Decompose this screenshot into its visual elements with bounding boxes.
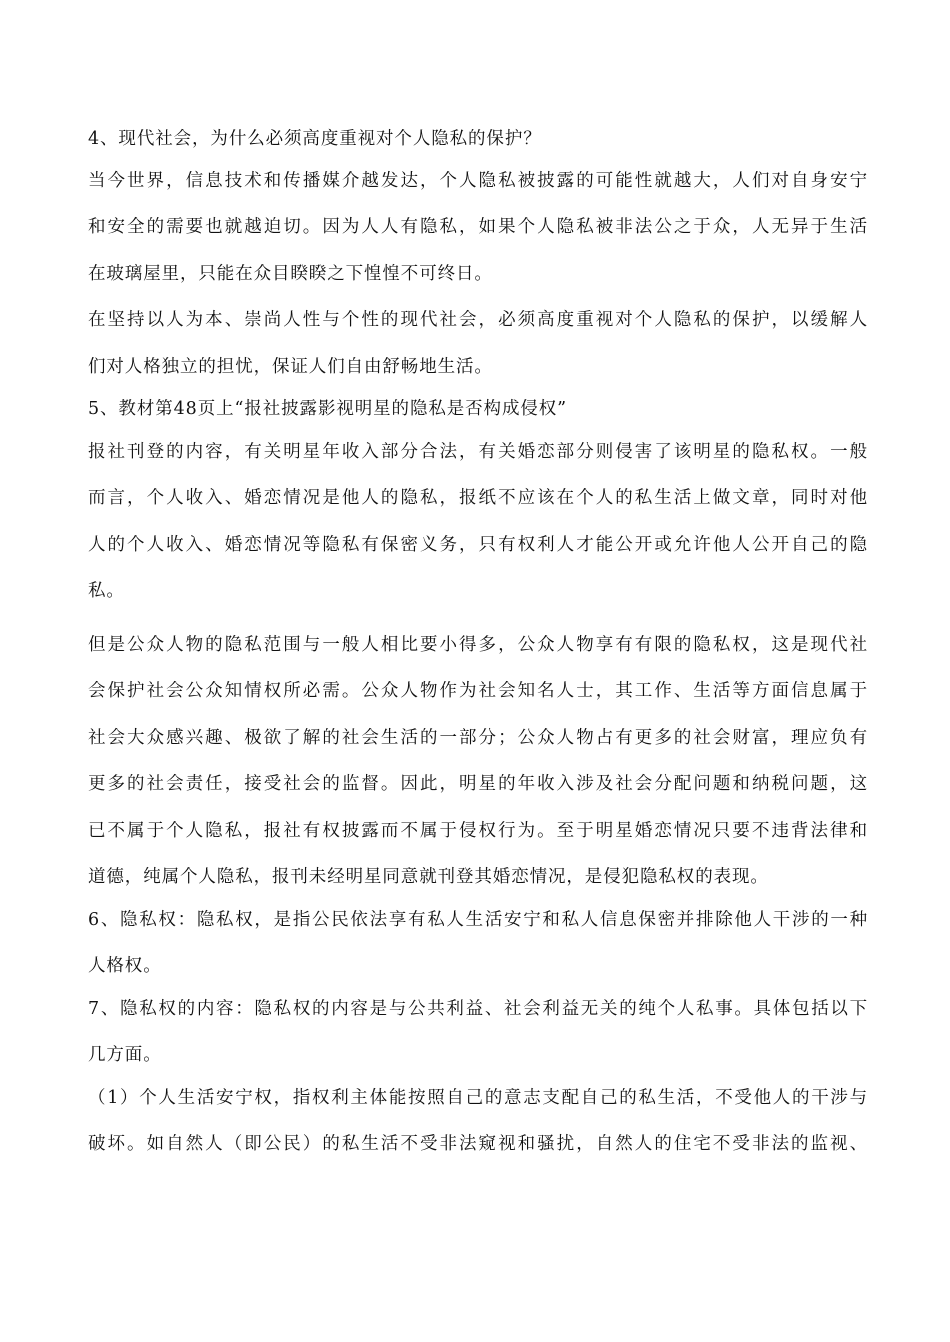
text-line: 私。 <box>88 581 125 601</box>
text-line: 和安全的需要也就越迫切。因为人人有隐私，如果个人隐私被非法公之于众，人无异于生活 <box>88 217 868 237</box>
heading-q5: 5、教材第48页上“报社披露影视明星的隐私是否构成侵权” <box>88 399 567 419</box>
text-line: 道德，纯属个人隐私，报刊未经明星同意就刊登其婚恋情况，是侵犯隐私权的表现。 <box>88 867 769 887</box>
heading-q6: 6、隐私权：隐私权，是指公民依法享有私人生活安宁和私人信息保密并排除他人干涉的一种 <box>88 910 868 930</box>
text-line: 当今世界，信息技术和传播媒介越发达，个人隐私被披露的可能性就越大，人们对自身安宁 <box>88 171 868 191</box>
text-line: 但是公众人物的隐私范围与一般人相比要小得多，公众人物享有有限的隐私权，这是现代社 <box>88 635 868 655</box>
text-line: 们对人格独立的担忧，保证人们自由舒畅地生活。 <box>88 357 493 377</box>
text-line: 社会大众感兴趣、极欲了解的社会生活的一部分；公众人物占有更多的社会财富，理应负有 <box>88 728 868 748</box>
text-line: 更多的社会责任，接受社会的监督。因此，明星的年收入涉及社会分配问题和纳税问题，这 <box>88 774 868 794</box>
text-line: （1）个人生活安宁权，指权利主体能按照自己的意志支配自己的私生活，不受他人的干涉与 <box>88 1088 868 1108</box>
text-line: 在玻璃屋里，只能在众目睽睽之下惶惶不可终日。 <box>88 264 493 284</box>
text-line: 已不属于个人隐私，报社有权披露而不属于侵权行为。至于明星婚恋情况只要不违背法律和 <box>88 821 868 841</box>
text-line: 人的个人收入、婚恋情况等隐私有保密义务，只有权利人才能公开或允许他人公开自己的隐 <box>88 535 868 555</box>
text-line: 而言，个人收入、婚恋情况是他人的隐私，报纸不应该在个人的私生活上做文章，同时对他 <box>88 488 868 508</box>
text-line: 会保护社会公众知情权所必需。公众人物作为社会知名人士，其工作、生活等方面信息属于 <box>88 681 868 701</box>
text-line: 在坚持以人为本、崇尚人性与个性的现代社会，必须高度重视对个人隐私的保护，以缓解人 <box>88 310 868 330</box>
heading-q4: 4、现代社会，为什么必须高度重视对个人隐私的保护？ <box>88 129 542 149</box>
heading-q7: 7、隐私权的内容：隐私权的内容是与公共利益、社会利益无关的纯个人私事。具体包括以下 <box>88 999 868 1019</box>
text-line: 破坏。如自然人（即公民）的私生活不受非法窥视和骚扰，自然人的住宅不受非法的监视、 <box>88 1134 868 1154</box>
text-line: 人格权。 <box>88 956 162 976</box>
text-line: 报社刊登的内容，有关明星年收入部分合法，有关婚恋部分则侵害了该明星的隐私权。一般 <box>88 442 868 462</box>
text-line: 几方面。 <box>88 1045 162 1065</box>
